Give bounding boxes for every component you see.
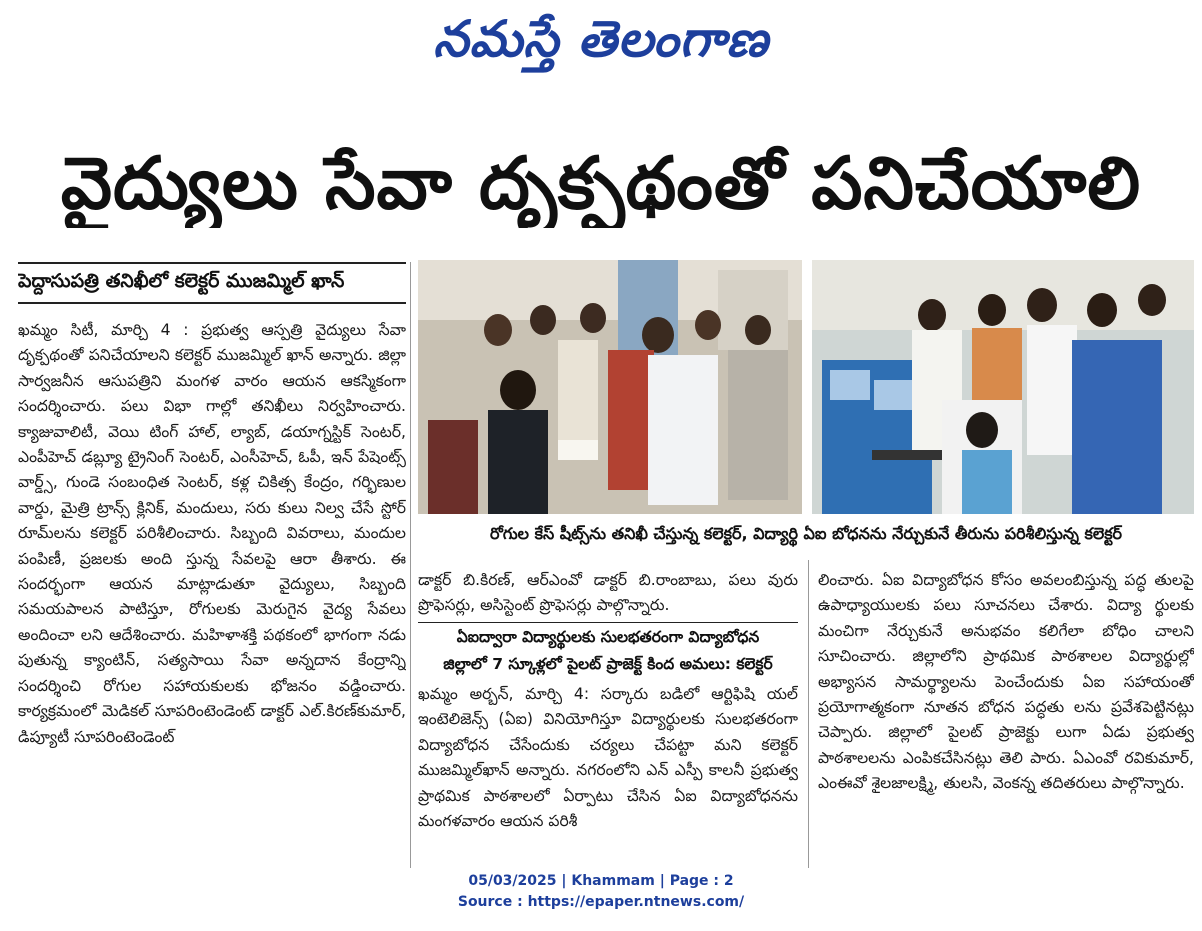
article-1-body: ఖమ్మం సిటీ, మార్చి 4 : ప్రభుత్వ ఆస్పత్రి వైద్యులు సేవా దృక్పథంతో పనిచేయాలని కలెక్టర్ ముజమ్మిల్ ఖాన్ అన్నారు. జిల్లా సార్వజనీన ఆసుపత్రిని మంగళ వారం ఆయన ఆకస్మికంగా సందర్శించారు. పలు విభా గాల్లో తనిఖీలు నిర్వహించారు. క్యాజువాలిటీ, వెయి టింగ్ హాల్, ల్యాబ్, డయాగ్నస్టిక్ సెంటర్, ఎంపీహెచ్ డబ్ల్యూ ట్రైనింగ్ సెంటర్, ఎంసీహెచ్, ఓపీ, ఇన్ పేషెంట్స్ వార్డ్స్, గుండె సంబంధిత సెంటర్, కళ్ల చికిత్స కేంద్రం, గర్భిణుల వార్డు, మైత్రి ట్రాన్స్ క్లినిక్, మందులు, సరు కులు నిల్వ చేసే స్టోర్ రూమ్‌లను కలెక్టర్ పరిశీలించారు. సిబ్బంది వివరాలు, మందుల పంపిణీ, ప్రజలకు అంది స్తున్న సేవలపై ఆరా తీశారు. ఈ సందర్భంగా ఆయన మాట్లాడుతూ వైద్యులు, సిబ్బంది సమయపాలన పాటిస్తూ, రోగులకు మెరుగైన వైద్య సేవలు అందించా లని ఆదేశించారు. మహిళాశక్తి పథకంలో భాగంగా నడు పుతున్న క్యాంటిన్, సత్యసాయి సేవా అన్నదాన కేంద్రాన్ని సందర్శించి రోగుల సహాయకులకు భోజనం వడ్డించారు. కార్యక్రమంలో మెడికల్ సూపరింటెండెంట్ డాక్టర్ ఎల్.కిరణ్‌కుమార్, డిప్యూటీ సూపరింటెండెంట్	[18, 321, 406, 746]
photo-caption: రోగుల కేస్ షీట్స్‌ను తనిఖీ చేస్తున్న కలెక్టర్, విద్యార్థి ఏఐ బోధనను నేర్చుకునే తీరును పరిశీలిస్తున్న కలెక్టర్	[489, 524, 1123, 543]
article-1-continued: డాక్టర్ బి.కిరణ్, ఆర్ఎంవో డాక్టర్ బి.రాంబాబు, పలు వురు ప్రొఫెసర్లు, అసిస్టెంట్ ప్రొఫెసర్లు పాల్గొన్నారు.	[418, 571, 798, 615]
article-1-continued-column	[418, 568, 798, 620]
article-2-headline	[418, 624, 798, 678]
column-divider-2	[808, 560, 809, 868]
boxhead-top-rule	[418, 622, 798, 623]
hospital-photo-illustration	[418, 260, 802, 514]
article-2-continued-column	[818, 568, 1194, 868]
article-2-continued: లించారు. ఏఐ విద్యాబోధన కోసం అవలంబిస్తున్న పద్ధ తులపై ఉపాధ్యాయులకు పలు సూచనలు చేశారు. విద్యా ర్థులకు మంచిగా నేర్చుకునే అనుభవం కలిగేలా బోధిం చాలని సూచించారు. జిల్లాలోని ప్రాథమిక పాఠశాలల విద్యార్థుల్లో అభ్యాసన సామర్థ్యాలను పెంచేందుకు ఏఐ సహాయంతో ప్రయోగాత్మకంగా నూతన బోధన పద్ధతు లను ప్రవేశపెట్టినట్లు చెప్పారు. జిల్లాలో పైలట్ ప్రాజెక్టు లుగా ఏడు ప్రభుత్వ పాఠశాలలను ఎంపికచేసినట్లు తెలి పారు. ఏఎంవో రవికుమార్, ఎంఈవో శైలజాలక్ష్మి, తులసి, వెంకన్న తదితరులు పాల్గొన్నారు.	[818, 571, 1194, 793]
article-2-headline-line-1: ఏఐద్వారా విద్యార్థులకు సులభతరంగా విద్యాబోధన	[456, 628, 760, 646]
footer-source-link[interactable]: Source : https://epaper.ntnews.com/	[457, 894, 745, 910]
article-2-body: ఖమ్మం అర్బన్, మార్చి 4: సర్కారు బడిలో ఆర్టిఫిషి యల్ ఇంటెలిజెన్స్ (ఏఐ) వినియోగిస్తూ విద్యార్థులకు సులభతరంగా విద్యాబోధన చేసేందుకు చర్యలు చేపట్టా మని కలెక్టర్ ముజమ్మిల్‌ఖాన్ అన్నారు. నగరంలోని ఎన్ ఎస్పీ కాలనీ ప్రభుత్వ ప్రాథమిక పాఠశాలలో ఏర్పాటు చేసిన ఏఐ విద్యాబోధనను మంగళవారం ఆయన పరిశీ	[418, 685, 798, 831]
hospital-inspection-photo	[418, 260, 802, 514]
column-divider-1	[410, 262, 411, 868]
article-2-column	[418, 682, 798, 868]
subhead: పెద్దాసుపత్రి తనిఖీలో కలెక్టర్ ముజమ్మిల్ ఖాన్	[18, 270, 345, 292]
footer-date-edition: 05/03/2025 | Khammam | Page : 2	[468, 873, 734, 889]
article-2-headline-line-2: జిల్లాలో 7 స్కూళ్లలో పైలట్ ప్రాజెక్ట్ కింద అమలు: కలెక్టర్	[443, 655, 773, 673]
article-1-column	[18, 318, 406, 868]
ai-classroom-photo	[812, 260, 1194, 514]
masthead-logo: నమస్తే తెలంగాణ	[433, 9, 769, 68]
subhead-bottom-rule	[18, 302, 406, 304]
classroom-photo-illustration	[812, 260, 1194, 514]
page-headline: వైద్యులు సేవా దృక్పథంతో పనిచేయాలి	[60, 141, 1142, 225]
